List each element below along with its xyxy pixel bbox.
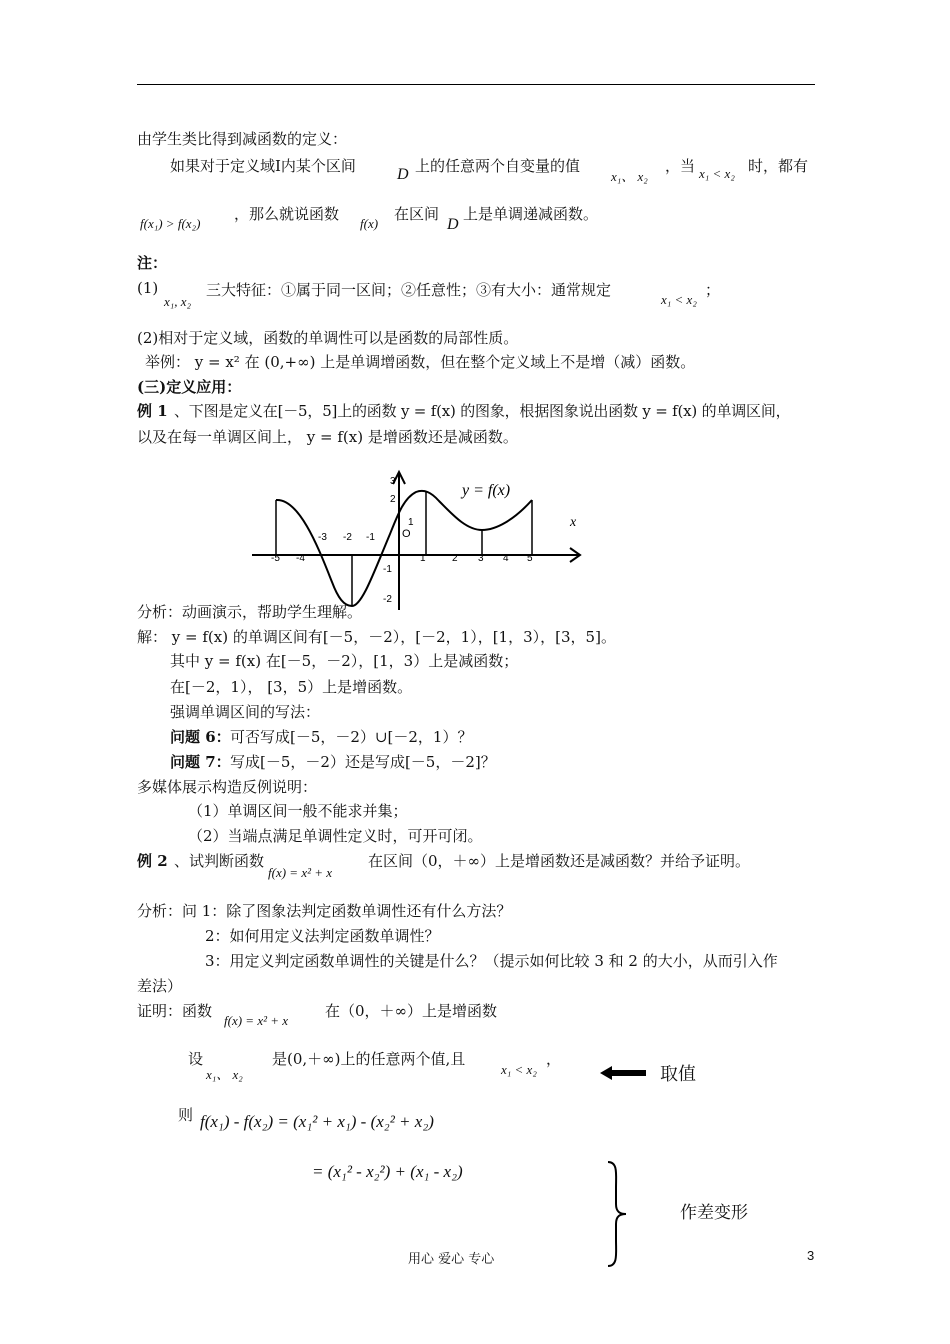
- equation-2: = (x₁² - x₂²) + (x₁ - x₂): [312, 1162, 463, 1181]
- analysis-q2: 2：如何用定义法判定函数单调性？: [205, 927, 440, 945]
- solution-line-3: 在[－2，1）， [3，5）上是增函数。: [170, 678, 413, 696]
- tick-y-minus2: -2: [383, 594, 392, 605]
- section-3-heading: (三)定义应用：: [137, 378, 242, 396]
- note-1-num: (1): [137, 279, 159, 297]
- note-1-vars: x₁, x₂: [164, 294, 192, 309]
- solution-line-2: 其中 y = f(x) 在[－5，－2），[1，3）上是减函数；: [170, 652, 519, 670]
- difference-transform-label: 作差变形: [680, 1203, 748, 1223]
- def-fineq: f(x₁) > f(x₂): [140, 216, 201, 231]
- proof-text-2: 在（0，＋∞）上是增函数: [325, 1002, 498, 1020]
- def-text-c: ，当: [665, 157, 696, 175]
- header-rule: [137, 84, 815, 85]
- multimedia-item-1: （1）单调区间一般不能求并集；: [188, 802, 408, 820]
- left-arrow-icon: [600, 1064, 648, 1082]
- def-fx: f(x): [360, 216, 379, 231]
- tick-x-4: 4: [503, 553, 509, 564]
- setup-vars: x₁、 x₂: [206, 1067, 243, 1082]
- tick-x-minus1: -1: [366, 532, 375, 543]
- tick-x-minus2: -2: [343, 532, 352, 543]
- tick-x-3: 3: [478, 553, 484, 564]
- question-7-text: 写成[－5，－2）还是写成[－5，－2]？: [230, 753, 496, 771]
- tick-y-2: 2: [390, 494, 396, 505]
- proof-text: 证明：函数: [137, 1002, 213, 1020]
- tick-y-1: 1: [408, 517, 414, 528]
- tick-y-3: 3: [390, 476, 396, 487]
- note-1-end: ；: [705, 281, 721, 299]
- def-text-f: 在区间: [394, 205, 440, 223]
- page-number: 3: [807, 1248, 815, 1263]
- solution-line-4: 强调单调区间的写法：: [170, 703, 321, 721]
- question-7-label: 问题 7：: [170, 753, 231, 771]
- setup-comma: ，: [546, 1050, 562, 1068]
- curve-label: y = f(x): [462, 482, 511, 499]
- note-1-text: 三大特征：①属于同一区间；②任意性；③有大小：通常规定: [206, 281, 612, 299]
- setup-ineq: x₁ < x₂: [501, 1062, 537, 1077]
- tick-x-minus5: -5: [271, 553, 280, 564]
- example-2-text-2: 在区间（0，＋∞）上是增函数还是减函数？并给予证明。: [368, 852, 751, 870]
- tick-origin: O: [402, 528, 411, 540]
- right-brace-icon: [604, 1160, 630, 1268]
- example-2-func: f(x) = x² + x: [268, 865, 333, 880]
- example-2-text: 、试判断函数: [174, 852, 265, 870]
- def-text-e: ，那么就说函数: [234, 205, 340, 223]
- analysis-q3: 3：用定义判定函数单调性的关键是什么？（提示如何比较 3 和 2 的大小，从而引入作: [205, 952, 778, 970]
- def-d2: D: [447, 216, 459, 233]
- x-axis-label: x: [570, 515, 577, 530]
- multimedia-item-2: （2）当端点满足单调性定义时，可开可闭。: [188, 827, 483, 845]
- note-1-ineq: x₁ < x₂: [661, 292, 697, 307]
- setup-text: 是(0,＋∞)上的任意两个值,且: [272, 1050, 466, 1068]
- example-1-text: 、下图是定义在[－5，5]上的函数 y = f(x) 的图象，根据图象说出函数 y = f(x) 的单调区间，: [174, 402, 791, 420]
- analysis-q1: 分析：问 1：除了图象法判定函数单调性还有什么方法？: [137, 902, 512, 920]
- page-footer: 用心 爱心 专心: [408, 1252, 495, 1267]
- example-1-text-2: 以及在每一单调区间上， y = f(x) 是增函数还是减函数。: [137, 428, 518, 446]
- example-line: 举例： y = x² 在 (0,+∞) 上是单调增函数，但在整个定义域上不是增（减）函数。: [145, 353, 696, 371]
- example-1-label: 例 1: [137, 402, 168, 420]
- def-interval-d: D: [397, 166, 409, 183]
- note-heading: 注：: [137, 254, 168, 272]
- intro-line: 由学生类比得到减函数的定义：: [137, 130, 348, 148]
- proof-func: f(x) = x² + x: [224, 1013, 289, 1028]
- tick-x-minus3: -3: [318, 532, 327, 543]
- then-label: 则: [178, 1106, 194, 1124]
- question-6-label: 问题 6：: [170, 728, 231, 746]
- tick-x-minus4: -4: [296, 553, 305, 564]
- function-graph: [240, 462, 600, 612]
- analysis-1: 分析：动画演示，帮助学生理解。: [137, 603, 363, 621]
- multimedia-line: 多媒体展示构造反例说明：: [137, 778, 318, 796]
- example-2-label: 例 2: [137, 852, 168, 870]
- tick-y-minus1: -1: [383, 564, 392, 575]
- setup-let: 设: [188, 1050, 204, 1068]
- def-text-b: 上的任意两个自变量的值: [415, 157, 581, 175]
- def-vars: x₁、 x₂: [611, 169, 648, 184]
- analysis-q3-cont: 差法）: [137, 977, 183, 995]
- def-text-d: 时，都有: [748, 157, 809, 175]
- question-6-text: 可否写成[－5，－2）∪[－2，1）？: [230, 728, 473, 746]
- equation-1: f(x₁) - f(x₂) = (x₁² + x₁) - (x₂² + x₂): [200, 1112, 434, 1131]
- def-ineq: x₁ < x₂: [699, 166, 735, 181]
- function-curve: [276, 491, 532, 606]
- take-values-label: 取值: [660, 1064, 696, 1085]
- solution-line: 解： y = f(x) 的单调区间有[－5，－2），[－2，1），[1，3），[3，5]。: [137, 628, 616, 646]
- tick-x-2: 2: [452, 553, 458, 564]
- note-2: (2)相对于定义域，函数的单调性可以是函数的局部性质。: [137, 329, 519, 347]
- tick-x-1: 1: [420, 553, 426, 564]
- def-text-g: 上是单调递减函数。: [463, 205, 599, 223]
- def-text-a: 如果对于定义域Ⅰ内某个区间: [170, 157, 356, 175]
- tick-x-5: 5: [527, 553, 533, 564]
